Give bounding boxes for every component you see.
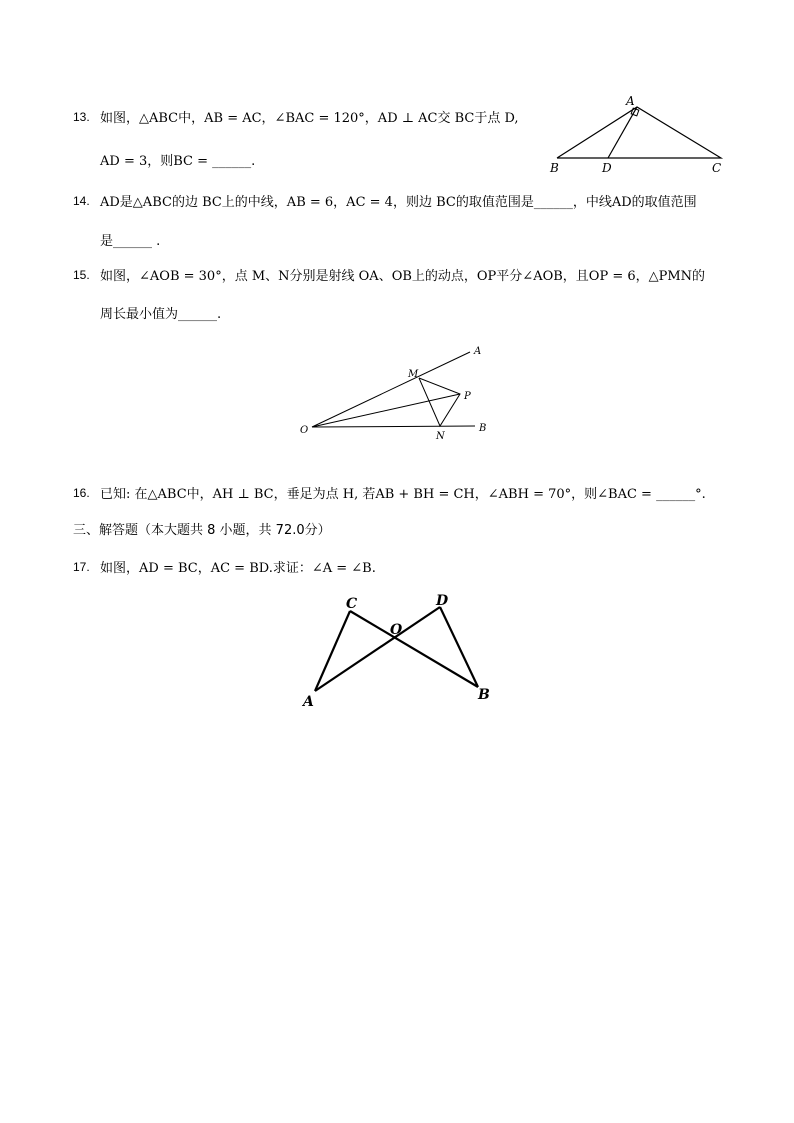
q14-number: 14. bbox=[73, 194, 90, 208]
fig17-label-b: B bbox=[478, 687, 490, 703]
fig13-label-a: A bbox=[626, 94, 635, 108]
figure-15-angle bbox=[300, 342, 500, 442]
q13-text-line1: 如图，△ABC中，AB = AC，∠BAC = 120°，AD ⊥ AC交 BC于点 D, bbox=[100, 111, 519, 126]
fig17-label-o: O bbox=[390, 622, 403, 638]
fig17-label-a: A bbox=[303, 694, 314, 710]
q16-text-line1: 已知: 在△ABC中，AH ⊥ BC，垂足为点 H, 若AB + BH = CH，∠ABH = 70°，则∠BAC = ______°. bbox=[100, 487, 706, 502]
fig15-label-b: B bbox=[479, 423, 487, 434]
fig13-label-d: D bbox=[602, 161, 612, 175]
fig15-label-m: M bbox=[408, 369, 419, 380]
q15-text-line2: 周长最小值为______. bbox=[100, 307, 222, 322]
q13-text-line2: AD = 3，则BC = ______. bbox=[100, 154, 256, 169]
fig15-label-n: N bbox=[436, 431, 445, 442]
q16-number: 16. bbox=[73, 486, 90, 500]
fig15-label-p: P bbox=[464, 391, 471, 402]
q15-number: 15. bbox=[73, 268, 90, 282]
fig15-label-o: O bbox=[300, 425, 309, 436]
q13-number: 13. bbox=[73, 110, 90, 124]
fig15-label-a: A bbox=[474, 346, 482, 357]
section-heading-answers: 三、解答题（本大题共 8 小题，共 72.0分） bbox=[73, 523, 331, 538]
fig13-label-b: B bbox=[550, 161, 559, 175]
q17-text-line1: 如图，AD = BC，AC = BD.求证：∠A = ∠B. bbox=[100, 561, 376, 576]
figure-13-triangle bbox=[545, 95, 745, 185]
fig13-label-c: C bbox=[712, 161, 722, 175]
q14-text-line2: 是______ . bbox=[100, 234, 161, 249]
q15-text-line1: 如图，∠AOB = 30°，点 M、N分别是射线 OA、OB上的动点，OP平分∠AOB，且OP = 6，△PMN的 bbox=[100, 269, 706, 284]
fig17-label-c: C bbox=[346, 596, 358, 612]
q17-number: 17. bbox=[73, 560, 90, 574]
figure-17-bowtie bbox=[295, 590, 515, 710]
fig17-label-d: D bbox=[436, 593, 449, 609]
q14-text-line1: AD是△ABC的边 BC上的中线，AB = 6，AC = 4，则边 BC的取值范围是______，中线AD的取值范围 bbox=[100, 195, 697, 210]
